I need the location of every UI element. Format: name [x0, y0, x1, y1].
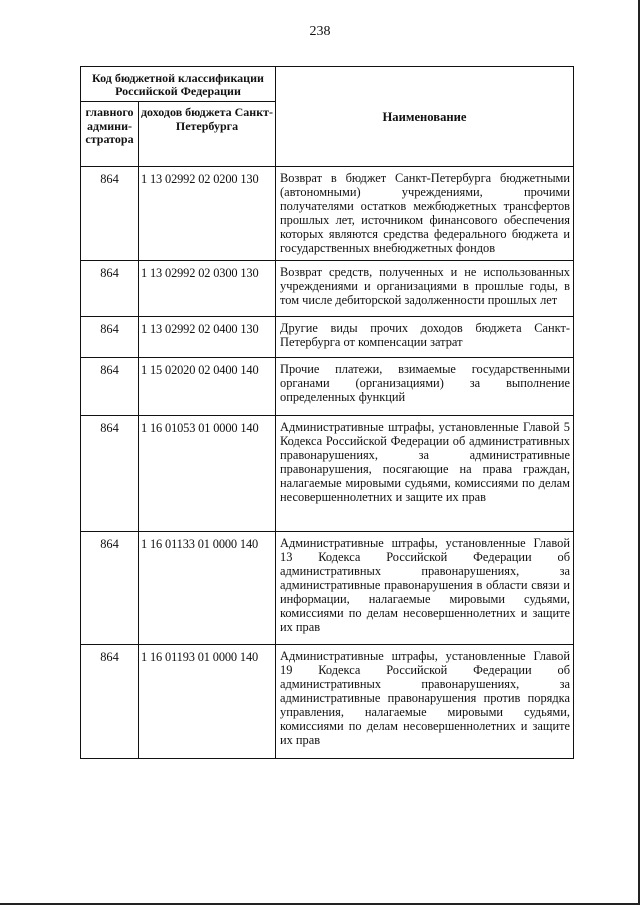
table-row — [81, 358, 574, 416]
table-row — [81, 645, 574, 759]
table-row — [81, 317, 574, 358]
cell-admin-code: 864 — [81, 261, 139, 317]
table-header-row — [81, 67, 574, 102]
header-main-administrator: главного админи-стратора — [81, 102, 139, 167]
table-row — [81, 167, 574, 261]
cell-admin-code: 864 — [81, 167, 139, 261]
cell-name: Административные штрафы, установленные Главой 19 Кодекса Российской Федерации об административных правонарушениях, за административные правонарушения против порядка управления, налагаемые мировыми судьями, комиссиями по делам несовершеннолетних и защите их прав — [276, 645, 574, 759]
cell-name: Административные штрафы, установленные Главой 13 Кодекса Российской Федерации об административных правонарушениях, за административные правонарушения в области связи и информации, налагаемые мировыми судьями, комиссиями по делам несовершеннолетних и защите их прав — [276, 532, 574, 645]
cell-admin-code: 864 — [81, 317, 139, 358]
cell-income-code: 1 15 02020 02 0400 140 — [139, 358, 276, 416]
cell-admin-code: 864 — [81, 645, 139, 759]
table-row — [81, 416, 574, 532]
header-budget-income: доходов бюджета Санкт-Петербурга — [139, 102, 276, 167]
header-name: Наименование — [276, 67, 574, 167]
budget-classification-table — [80, 66, 574, 759]
cell-income-code: 1 13 02992 02 0200 130 — [139, 167, 276, 261]
cell-income-code: 1 16 01193 01 0000 140 — [139, 645, 276, 759]
cell-income-code: 1 16 01133 01 0000 140 — [139, 532, 276, 645]
cell-admin-code: 864 — [81, 358, 139, 416]
table-row — [81, 532, 574, 645]
cell-income-code: 1 13 02992 02 0400 130 — [139, 317, 276, 358]
table-row — [81, 261, 574, 317]
cell-income-code: 1 13 02992 02 0300 130 — [139, 261, 276, 317]
cell-name: Возврат средств, полученных и не использованных учреждениями и организациями в прошлые годы, в том числе дебиторской задолженности прошлых лет — [276, 261, 574, 317]
cell-income-code: 1 16 01053 01 0000 140 — [139, 416, 276, 532]
cell-admin-code: 864 — [81, 416, 139, 532]
cell-name: Административные штрафы, установленные Главой 5 Кодекса Российской Федерации об административных правонарушениях, за административные правонарушения, посягающие на права граждан, налагаемые мировыми судьями, комиссиями по делам несовершеннолетних и защите их прав — [276, 416, 574, 532]
cell-name: Возврат в бюджет Санкт-Петербурга бюджетными (автономными) учреждениями, прочими получателями остатков межбюджетных трансфертов прошлых лет, источником финансового обеспечения которых являются средства федерального бюджета и государственных внебюджетных фондов — [276, 167, 574, 261]
header-classification-code: Код бюджетной классификации Российской Федерации — [81, 67, 276, 102]
cell-admin-code: 864 — [81, 532, 139, 645]
cell-name: Прочие платежи, взимаемые государственными органами (организациями) за выполнение определенных функций — [276, 358, 574, 416]
page-number: 238 — [309, 24, 331, 39]
cell-name: Другие виды прочих доходов бюджета Санкт-Петербурга от компенсации затрат — [276, 317, 574, 358]
